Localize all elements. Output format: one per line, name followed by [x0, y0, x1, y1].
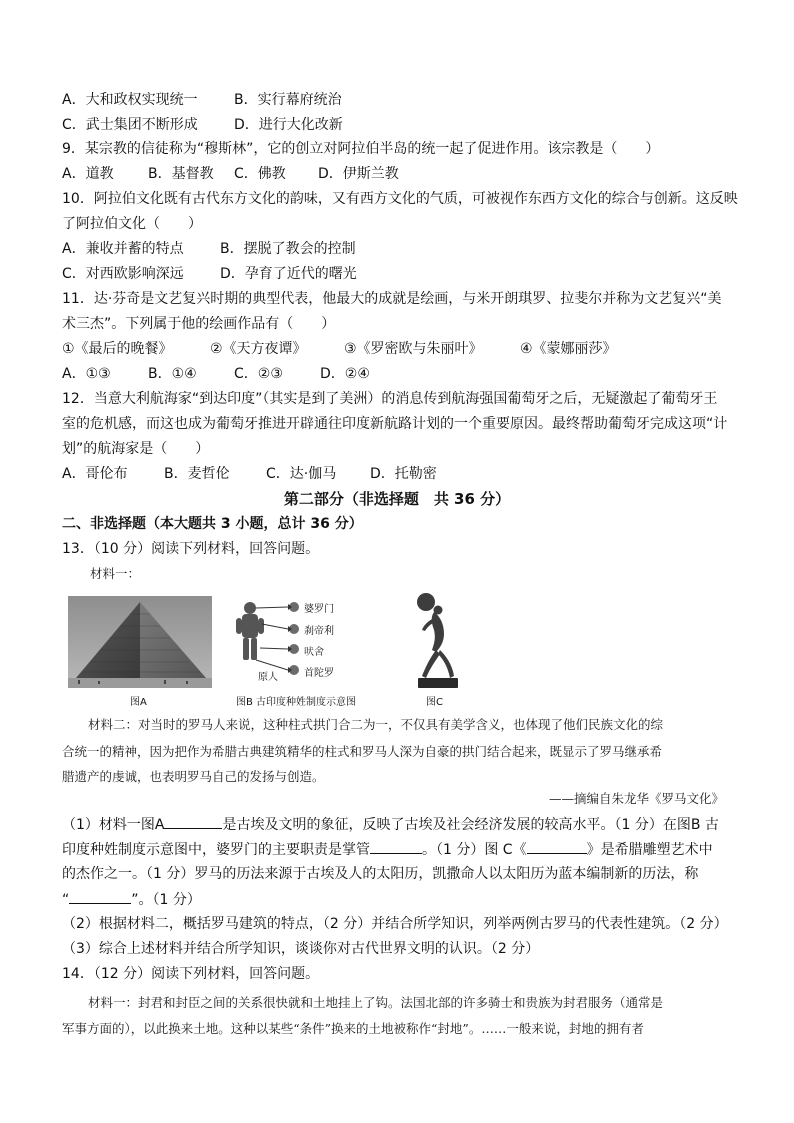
figure-c-caption: 图C [426, 697, 443, 708]
q9-stem: 9．某宗教的信徒称为“穆斯林”，它的创立对阿拉伯半岛的统一起了促进作用。该宗教是（ ） [62, 141, 660, 157]
q8-option-b: B．实行幕府统治 [234, 92, 342, 108]
q10-option-c: C．对西欧影响深远 [62, 266, 184, 282]
q8-option-d: D．进行大化改新 [234, 117, 343, 133]
q13-sub1-line1 [62, 814, 719, 835]
q11-option-b: B．①④ [148, 366, 197, 382]
caste-label-shudra: 首陀罗 [304, 668, 334, 679]
q8-option-a: A．大和政权实现统一 [62, 92, 198, 108]
q13-sub1-text-e: 》是希腊雕塑艺术中 [586, 842, 713, 858]
part2-title: 第二部分（非选择题 共 36 分） [283, 490, 511, 508]
caste-label-brahmin: 婆罗门 [304, 604, 334, 615]
q13-sub3: （3）综合上述材料并结合所学知识，谈谈你对古代世界文明的认识。（2 分） [62, 941, 540, 957]
q9-option-b: B．基督教 [148, 166, 214, 182]
q12-options [62, 464, 437, 484]
q10-option-d: D．孕育了近代的曙光 [220, 266, 357, 282]
q9-option-c: C．佛教 [234, 166, 286, 182]
caste-origin-label: 原人 [258, 672, 278, 683]
q11-item-4: ④《蒙娜丽莎》 [520, 341, 617, 357]
q13-sub1-text-f: “ [62, 892, 70, 908]
q12-option-c: C．达·伽马 [266, 466, 337, 482]
q9-options [62, 164, 399, 184]
q10-options-row1 [62, 239, 356, 259]
answer-blank-3[interactable] [527, 839, 587, 854]
q10-option-a: A．兼收并蓄的特点 [62, 241, 184, 257]
pyramid-photo [68, 596, 212, 688]
q11-option-a: A．①③ [62, 366, 111, 382]
q11-stem-line2: 术三杰”。下列属于他的绘画作品有（ ） [62, 316, 336, 332]
caste-label-kshatriya: 刹帝利 [304, 626, 334, 637]
q11-item-2: ②《天方夜谭》 [210, 341, 307, 357]
answer-blank-1[interactable] [164, 814, 222, 829]
q14-material1-line1: 材料一：封君和封臣之间的关系很快就和土地挂上了钩。法国北部的许多骑士和贵族为封君服务（通常是 [88, 995, 664, 1010]
figure-b-caption: 图B 古印度种姓制度示意图 [236, 697, 357, 708]
q13-material2-line2: 合统一的精神，因为把作为希腊古典建筑精华的柱式和罗马人深为自豪的拱门结合起来，既显示了罗马继承希 [62, 744, 663, 759]
q13-material2-line3: 腊遗产的虔诚，也表明罗马自己的发扬与创造。 [62, 769, 325, 784]
q11-stem-line1: 11．达·芬奇是文艺复兴时期的典型代表，他最大的成就是绘画，与米开朗琪罗、拉斐尔并称为文艺复兴“美 [62, 291, 722, 307]
q11-item-1: ①《最后的晚餐》 [62, 341, 173, 357]
q12-option-d: D．托勒密 [370, 466, 437, 482]
q13-sub1-text-d: 。（1 分）图 C《 [422, 842, 527, 858]
q8-options-row2 [62, 115, 343, 135]
q13-sub1-text-a: （1）材料一图A [62, 817, 165, 833]
caste-label-vaishya: 吠舍 [304, 647, 324, 658]
q12-option-a: A．哥伦布 [62, 466, 128, 482]
q14-material1-line2: 军事方面的），以此换来土地。这种以某些“条件”换来的土地被称作“封地”。……一般来说，封地的拥有者 [62, 1021, 644, 1036]
q12-stem-line1: 12．当意大利航海家“到达印度”（其实是到了美洲）的消息传到航海强国葡萄牙之后，无疑激起了葡萄牙王 [62, 391, 718, 407]
q14-stem: 14．（12 分）阅读下列材料，回答问题。 [62, 966, 320, 982]
q13-sub1-line3: 的杰作之一。（1 分）罗马的历法来源于古埃及人的太阳历，凯撒命人以太阳历为蓝本编制新的历法，称 [62, 866, 699, 882]
q11-item-3: ③《罗密欧与朱丽叶》 [344, 341, 483, 357]
q13-sub1-text-b: 是古埃及文明的象征，反映了古埃及社会经济发展的较高水平。（1 分）在图B 古 [222, 817, 719, 833]
q13-sub1-line2 [62, 839, 713, 860]
q13-material2-line1: 材料二：对当时的罗马人来说，这种柱式拱门合二为一，不仅具有美学含义，也体现了他们民族文化的综 [88, 717, 664, 732]
answer-blank-4[interactable] [69, 889, 131, 904]
q9-option-a: A．道教 [62, 166, 114, 182]
q13-sub1-line4 [62, 889, 201, 910]
q10-stem-line2: 了阿拉伯文化（ ） [62, 216, 202, 232]
q11-option-c: C．②③ [234, 366, 283, 382]
q8-options-row1 [62, 90, 342, 110]
q12-stem-line3: 划”的航海家是（ ） [62, 441, 210, 457]
discobolus-statue [410, 590, 470, 692]
section2-title: 二、非选择题（本大题共 3 小题，总计 36 分） [62, 516, 363, 532]
q8-option-c: C．武士集团不断形成 [62, 117, 198, 133]
q12-stem-line2: 室的危机感，而这也成为葡萄牙推进开辟通往印度新航路计划的一个重要原因。最终帮助葡萄牙完成这项“计 [62, 416, 728, 432]
q9-option-d: D．伊斯兰教 [318, 166, 399, 182]
figure-a-caption: 图A [130, 697, 147, 708]
q13-material1-label: 材料一： [90, 566, 141, 581]
q13-stem: 13．（10 分）阅读下列材料，回答问题。 [62, 541, 320, 557]
answer-blank-2[interactable] [370, 839, 422, 854]
q13-sub2: （2）根据材料二，概括罗马建筑的特点，（2 分）并结合所学知识，列举两例古罗马的代表性建筑。（2 分） [62, 916, 728, 932]
q10-option-b: B．摆脱了教会的控制 [220, 241, 356, 257]
q13-sub1-text-c: 印度种姓制度示意图中，婆罗门的主要职责是掌管 [62, 842, 370, 858]
q11-options [62, 364, 370, 384]
q10-options-row2 [62, 264, 357, 284]
q11-items [62, 339, 617, 359]
q11-option-d: D．②④ [320, 366, 370, 382]
q10-stem-line1: 10．阿拉伯文化既有古代东方文化的韵味，又有西方文化的气质，可被视作东西方文化的综合与创新。这反映 [62, 191, 738, 207]
q13-material2-source: ——摘编自朱龙华《罗马文化》 [548, 791, 724, 806]
q13-sub1-text-g: ”。（1 分） [131, 892, 201, 908]
q12-option-b: B．麦哲伦 [164, 466, 230, 482]
